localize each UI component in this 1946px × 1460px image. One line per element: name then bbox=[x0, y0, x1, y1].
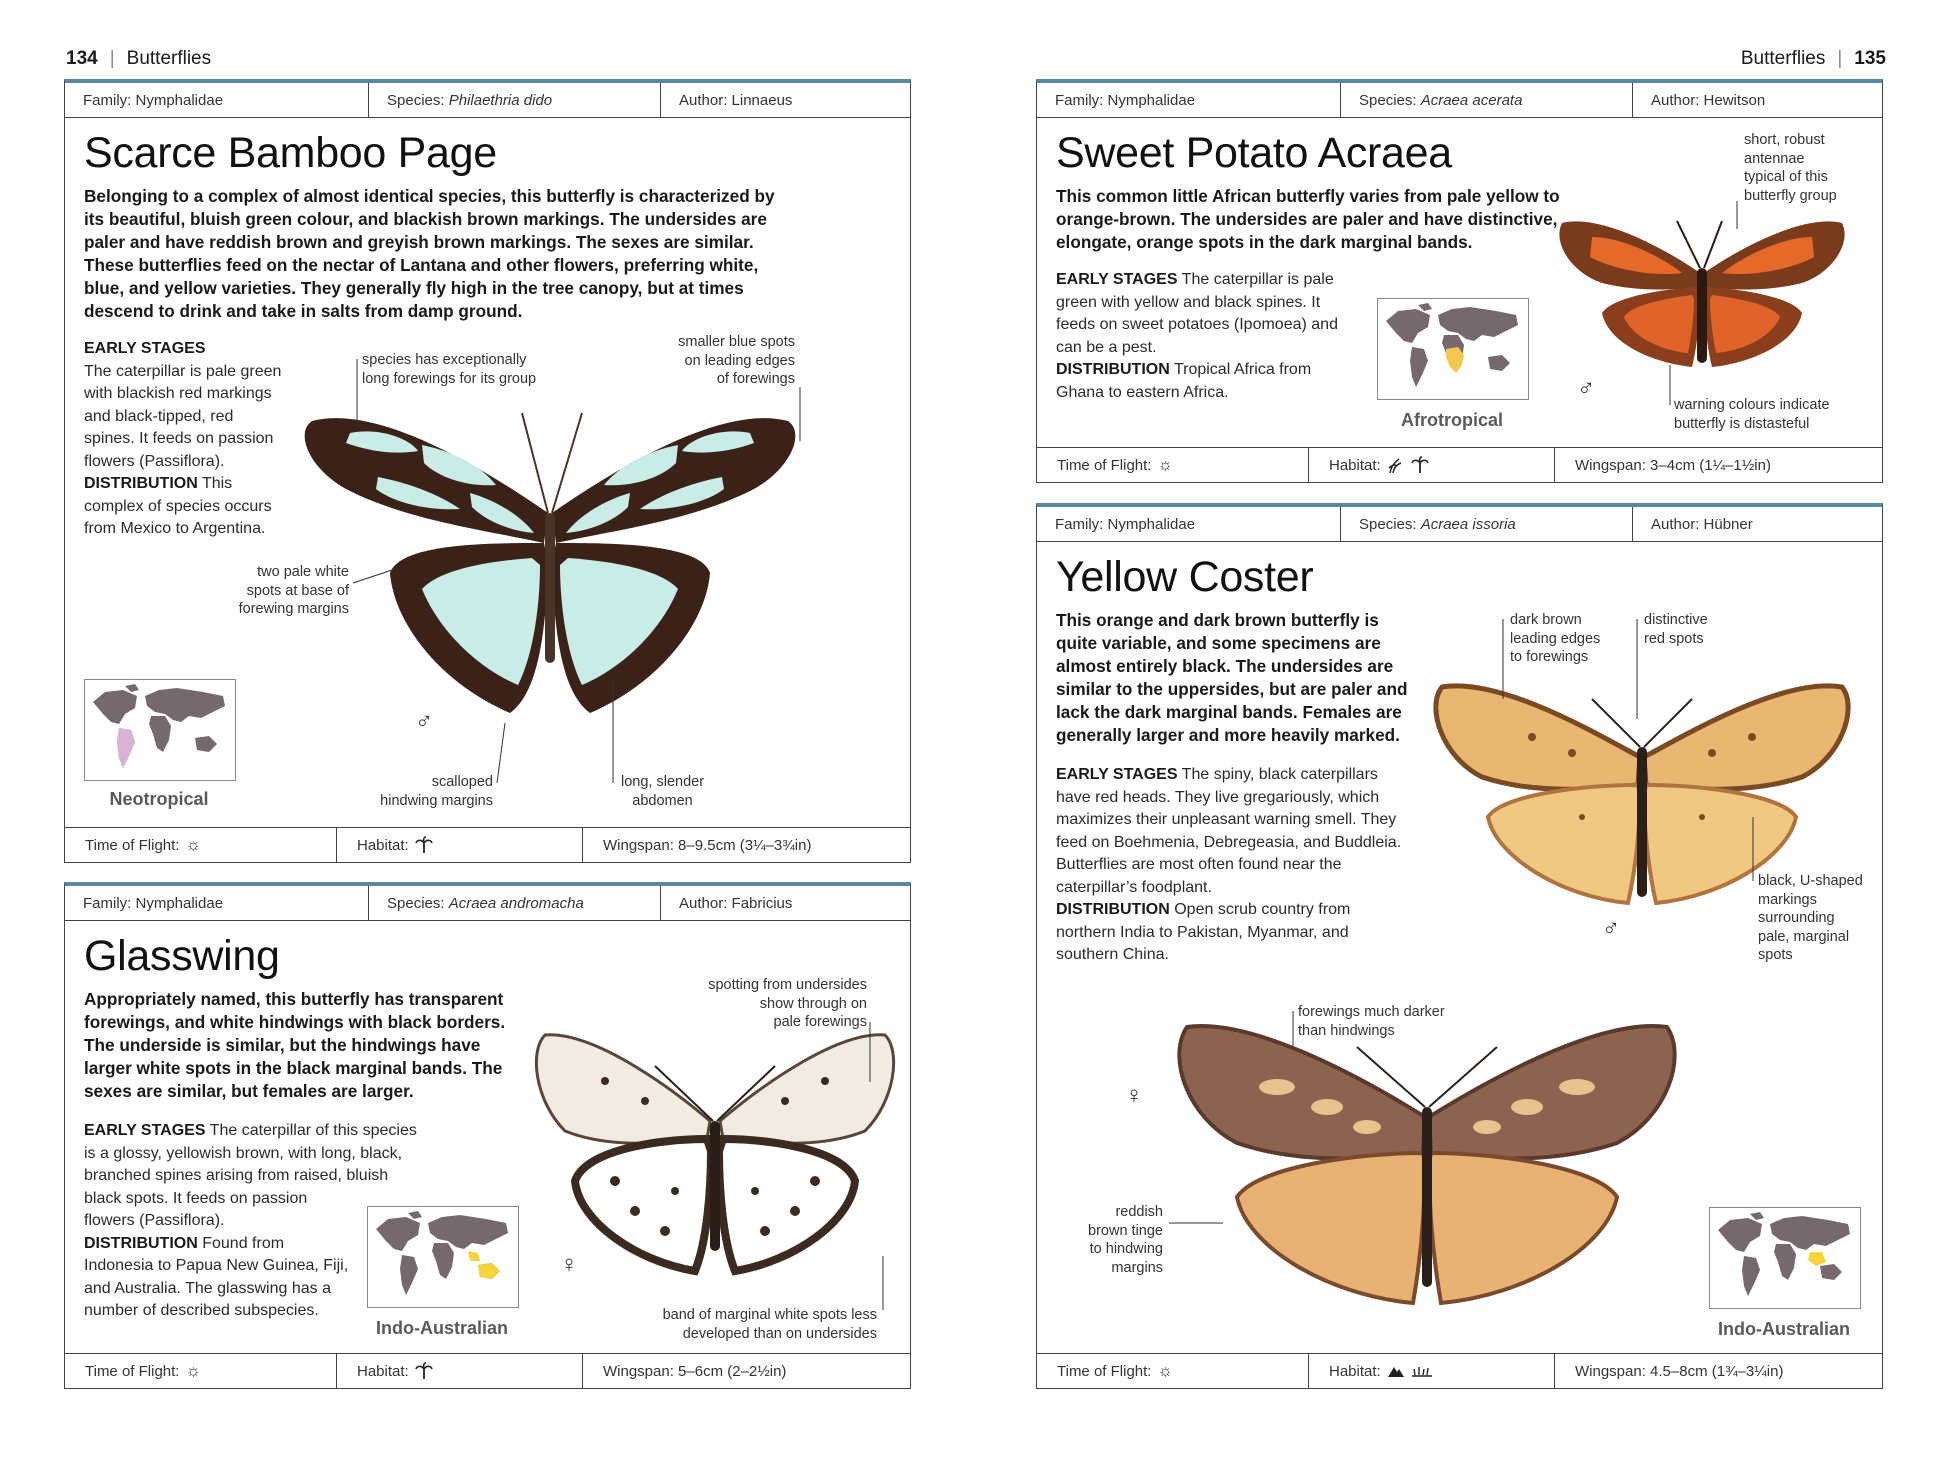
caption-line: band of marginal white spots less bbox=[662, 1307, 877, 1323]
author-cell bbox=[1633, 83, 1882, 117]
butterfly-image-glasswing bbox=[525, 1021, 905, 1281]
caption-line: long, slender bbox=[621, 774, 705, 790]
distribution-map-afrotropical bbox=[1377, 298, 1529, 400]
text-line: branched spines arising from raised, bluish bbox=[84, 1167, 389, 1184]
caption-line: surrounding bbox=[1758, 910, 1835, 926]
caption-abdomen bbox=[621, 773, 704, 810]
sun-icon: ☼ bbox=[1157, 1361, 1174, 1380]
caption-line: short, robust bbox=[1744, 132, 1825, 148]
text-line: is a glossy, yellowish brown, with long, black, bbox=[84, 1144, 403, 1162]
description-line: This common little African butterfly varies from pale yellow to bbox=[1056, 186, 1560, 206]
early-stages-heading: EARLY STAGES bbox=[84, 340, 206, 357]
author-label: Author: Linnaeus bbox=[679, 91, 793, 109]
region-label: Neotropical bbox=[109, 789, 209, 809]
species-description bbox=[1056, 609, 1436, 747]
species-card-glasswing bbox=[64, 882, 911, 1389]
card-meta-row bbox=[1037, 83, 1882, 118]
species-description bbox=[84, 988, 524, 1103]
caption-long-forewings bbox=[362, 351, 536, 388]
caption-line: butterfly group bbox=[1744, 187, 1837, 204]
author-label: Author: Hübner bbox=[1651, 515, 1753, 533]
text-line: flowers (Passiflora). bbox=[84, 1212, 225, 1229]
author-cell bbox=[661, 83, 910, 117]
description-line: larger white spots in the black marginal bands. The bbox=[84, 1058, 503, 1078]
text-line: The caterpillar of this species bbox=[209, 1122, 417, 1139]
caption-line: smaller blue spots bbox=[678, 334, 795, 350]
text-line: The spiny, black caterpillars bbox=[1181, 766, 1378, 783]
sun-icon: ☼ bbox=[1157, 455, 1174, 474]
description-line: sexes are similar, but females are larger. bbox=[84, 1081, 414, 1101]
species-label: Species: bbox=[1359, 91, 1417, 109]
description-line: its beautiful, bluish green colour, and blackish brown markings. The undersides are bbox=[84, 209, 767, 229]
caption-line: dark brown bbox=[1510, 612, 1582, 628]
caption-line: warning colours indicate bbox=[1674, 397, 1830, 413]
text-line: Ghana to eastern Africa. bbox=[1056, 383, 1229, 401]
page-number: 134 bbox=[66, 48, 98, 69]
species-label: Species: bbox=[387, 91, 445, 109]
caption-scalloped bbox=[325, 773, 493, 810]
text-line: with blackish red markings bbox=[84, 385, 272, 402]
caption-line: distinctive bbox=[1644, 612, 1708, 628]
wingspan-label: Wingspan: 3–4cm (1¼–1½in) bbox=[1575, 456, 1771, 474]
female-symbol: ♀ bbox=[560, 1251, 578, 1278]
card-meta-row bbox=[65, 886, 910, 921]
caption-line: forewings much darker bbox=[1298, 1004, 1445, 1020]
caption-line: species has exceptionally bbox=[362, 352, 527, 368]
species-card-yellow-coster bbox=[1036, 503, 1883, 1389]
species-title: Glasswing bbox=[84, 932, 280, 980]
author-label: Author: Fabricius bbox=[679, 894, 793, 912]
habitat-cell bbox=[337, 828, 583, 862]
time-of-flight-label: Time of Flight: bbox=[1057, 456, 1152, 474]
description-line: These butterflies feed on the nectar of Lantana and other flowers, preferring white, bbox=[84, 255, 759, 275]
caption-line: to hindwing bbox=[1089, 1241, 1163, 1257]
male-symbol: ♂ bbox=[1577, 375, 1595, 402]
species-cell bbox=[369, 83, 661, 117]
caption-line: abdomen bbox=[632, 792, 693, 809]
text-line: Indonesia to Papua New Guinea, Fiji, bbox=[84, 1257, 349, 1274]
species-card-sweet-potato-acraea bbox=[1036, 79, 1883, 483]
caption-red-spots bbox=[1644, 611, 1708, 648]
caption-u-shaped bbox=[1758, 872, 1863, 965]
habitat-cell bbox=[1309, 448, 1555, 482]
caption-line: developed than on undersides bbox=[682, 1325, 877, 1342]
mountain-icon bbox=[1387, 1364, 1405, 1378]
species-name: Acraea andromacha bbox=[448, 894, 584, 912]
family-cell bbox=[65, 886, 369, 920]
author-cell bbox=[661, 886, 910, 920]
left-page-header: 134 | Butterflies bbox=[66, 48, 212, 69]
early-stages-text bbox=[1056, 269, 1356, 404]
species-label: Species: bbox=[387, 894, 445, 912]
caption-pale-spots bbox=[155, 563, 349, 619]
habitat-label: Habitat: bbox=[357, 836, 409, 854]
species-title: Yellow Coster bbox=[1056, 553, 1314, 601]
description-line: descend to drink and take in salts from damp ground. bbox=[84, 301, 523, 321]
text-line: flowers (Passiflora). bbox=[84, 452, 225, 470]
species-name: Acraea acerata bbox=[1420, 91, 1523, 109]
text-line: Tropical Africa from bbox=[1173, 361, 1312, 378]
family-cell bbox=[65, 83, 369, 117]
caption-line: long forewings for its group bbox=[362, 370, 537, 387]
text-line: from Mexico to Argentina. bbox=[84, 520, 266, 537]
time-of-flight-cell bbox=[65, 828, 337, 862]
text-line: feed on Boehmenia, Debregeasia, and Buddleia. bbox=[1056, 833, 1402, 851]
caption-line: antennae bbox=[1744, 150, 1805, 167]
male-symbol: ♂ bbox=[1602, 915, 1620, 942]
text-line: have red heads. They live gregariously, which bbox=[1056, 788, 1380, 806]
distribution-heading: DISTRIBUTION bbox=[84, 475, 198, 492]
habitat-cell bbox=[1309, 1354, 1555, 1388]
butterfly-image-scarce-bamboo-page bbox=[290, 393, 810, 723]
caption-reddish-tinge bbox=[1057, 1203, 1163, 1277]
caption-line: to forewings bbox=[1510, 649, 1589, 665]
time-of-flight-cell bbox=[65, 1354, 337, 1388]
grass-icon bbox=[1387, 456, 1405, 474]
wingspan-cell bbox=[1555, 448, 1882, 482]
caption-line: scalloped bbox=[431, 774, 493, 790]
right-page-header: Butterflies | 135 bbox=[1740, 48, 1886, 69]
text-line: number of described subspecies. bbox=[84, 1302, 319, 1319]
description-line: orange-brown. The undersides are paler and have distinctive, bbox=[1056, 209, 1558, 229]
card-meta-row bbox=[65, 83, 910, 118]
family-label: Family: Nymphalidae bbox=[1055, 91, 1196, 109]
early-stages-text bbox=[84, 338, 314, 541]
description-line: lack the dark marginal bands. Females are bbox=[1056, 702, 1402, 722]
description-line: blue, and yellow varieties. They generally fly high in the tree canopy, but at times bbox=[84, 278, 744, 298]
species-cell bbox=[1341, 83, 1633, 117]
family-label: Family: Nymphalidae bbox=[83, 91, 224, 109]
male-symbol: ♂ bbox=[415, 708, 433, 735]
wingspan-cell bbox=[1555, 1354, 1882, 1388]
wingspan-cell bbox=[583, 828, 910, 862]
caption-dark-brown-edges bbox=[1510, 611, 1600, 667]
early-stages-text bbox=[1056, 764, 1436, 967]
early-stages-heading: EARLY STAGES bbox=[84, 1122, 206, 1139]
wingspan-label: Wingspan: 8–9.5cm (3¼–3¾in) bbox=[603, 836, 812, 854]
caption-line: pale forewings bbox=[773, 1014, 867, 1030]
card-footer-row bbox=[1037, 447, 1882, 482]
species-description bbox=[1056, 185, 1566, 254]
caption-band bbox=[565, 1306, 877, 1343]
habitat-cell bbox=[337, 1354, 583, 1388]
description-line: The underside is similar, but the hindwings have bbox=[84, 1035, 481, 1055]
text-line: northern India to Pakistan, Myanmar, and bbox=[1056, 923, 1349, 941]
habitat-label: Habitat: bbox=[1329, 456, 1381, 474]
description-line: quite variable, and some specimens are bbox=[1056, 633, 1381, 653]
distribution-map-neotropical bbox=[84, 679, 236, 781]
caption-spotting bbox=[645, 976, 867, 1032]
family-cell bbox=[1037, 507, 1341, 541]
region-label: Afrotropical bbox=[1400, 410, 1503, 430]
species-description bbox=[84, 185, 804, 323]
wingspan-label: Wingspan: 5–6cm (2–2½in) bbox=[603, 1362, 787, 1380]
palm-tree-icon bbox=[415, 836, 433, 854]
distribution-heading: DISTRIBUTION bbox=[84, 1234, 198, 1252]
text-line: The caterpillar is pale bbox=[1181, 271, 1334, 288]
habitat-label: Habitat: bbox=[357, 1362, 409, 1380]
description-line: similar to the uppersides, but are paler and bbox=[1056, 679, 1408, 699]
caption-antennae bbox=[1744, 131, 1837, 205]
caption-line: brown tinge bbox=[1088, 1222, 1163, 1239]
species-cell bbox=[369, 886, 661, 920]
text-line: spines. It feeds on passion bbox=[84, 430, 274, 447]
caption-line: spots at base of bbox=[246, 582, 349, 599]
description-line: generally larger and more heavily marked. bbox=[1056, 725, 1400, 745]
caption-line: margins bbox=[1111, 1259, 1163, 1276]
caption-line: than hindwings bbox=[1298, 1022, 1395, 1039]
early-stages-heading: EARLY STAGES bbox=[1056, 766, 1178, 783]
card-meta-row bbox=[1037, 507, 1882, 542]
grass-icon bbox=[1411, 1364, 1433, 1378]
text-line: This bbox=[201, 475, 233, 492]
caption-line: hindwing margins bbox=[380, 792, 493, 809]
section-title: Butterflies bbox=[1740, 48, 1826, 69]
page-number: 135 bbox=[1854, 48, 1886, 69]
time-of-flight-label: Time of Flight: bbox=[85, 836, 180, 854]
card-footer-row bbox=[65, 827, 910, 862]
card-footer-row bbox=[65, 1353, 910, 1388]
caption-line: two pale white bbox=[257, 564, 349, 580]
butterfly-image-yellow-coster-female bbox=[1157, 1017, 1697, 1307]
description-line: almost entirely black. The undersides are bbox=[1056, 656, 1394, 676]
text-line: and black-tipped, red bbox=[84, 407, 234, 425]
habitat-label: Habitat: bbox=[1329, 1362, 1381, 1380]
sun-icon: ☼ bbox=[185, 835, 202, 854]
caption-line: pale, marginal bbox=[1758, 928, 1850, 945]
text-line: caterpillar’s foodplant. bbox=[1056, 878, 1212, 896]
text-line: maximizes their unpleasant warning smell. They bbox=[1056, 811, 1397, 828]
text-line: complex of species occurs bbox=[84, 497, 272, 515]
palm-tree-icon bbox=[1411, 456, 1429, 474]
palm-tree-icon bbox=[415, 1362, 433, 1380]
region-label: Indo-Australian bbox=[1717, 1319, 1850, 1339]
description-line: paler and have reddish brown and greyish brown markings. The sexes are similar. bbox=[84, 232, 754, 252]
wingspan-cell bbox=[583, 1354, 910, 1388]
distribution-heading: DISTRIBUTION bbox=[1056, 901, 1170, 918]
species-title: Scarce Bamboo Page bbox=[84, 129, 497, 177]
caption-line: show through on bbox=[759, 995, 867, 1012]
text-line: southern China. bbox=[1056, 946, 1169, 963]
family-cell bbox=[1037, 83, 1341, 117]
sun-icon: ☼ bbox=[185, 1361, 202, 1380]
author-label: Author: Hewitson bbox=[1651, 91, 1766, 109]
distribution-map-indo-australian bbox=[1709, 1207, 1861, 1309]
section-title: Butterflies bbox=[126, 48, 212, 69]
caption-line: typical of this bbox=[1744, 169, 1828, 185]
text-line: black spots. It feeds on passion bbox=[84, 1189, 308, 1207]
text-line: Open scrub country from bbox=[1174, 901, 1351, 918]
text-line: can be a pest. bbox=[1056, 338, 1157, 356]
time-of-flight-cell bbox=[1037, 1354, 1309, 1388]
card-footer-row bbox=[1037, 1353, 1882, 1388]
wingspan-label: Wingspan: 4.5–8cm (1¾–3¼in) bbox=[1575, 1362, 1784, 1380]
family-label: Family: Nymphalidae bbox=[83, 894, 224, 912]
caption-line: spots bbox=[1758, 947, 1793, 963]
description-line: This orange and dark brown butterfly is bbox=[1056, 610, 1379, 630]
caption-warning bbox=[1674, 396, 1830, 433]
time-of-flight-label: Time of Flight: bbox=[1057, 1362, 1152, 1380]
text-line: green with yellow and black spines. It bbox=[1056, 293, 1321, 311]
distribution-heading: DISTRIBUTION bbox=[1056, 361, 1170, 378]
description-line: Belonging to a complex of almost identical species, this butterfly is characterized by bbox=[84, 186, 775, 206]
female-symbol: ♀ bbox=[1125, 1082, 1143, 1109]
description-line: Appropriately named, this butterfly has transparent bbox=[84, 989, 504, 1009]
species-label: Species: bbox=[1359, 515, 1417, 533]
caption-line: butterfly is distasteful bbox=[1674, 415, 1810, 432]
species-title: Sweet Potato Acraea bbox=[1056, 129, 1452, 177]
caption-line: red spots bbox=[1644, 630, 1704, 647]
time-of-flight-label: Time of Flight: bbox=[85, 1362, 180, 1380]
species-name: Philaethria dido bbox=[448, 91, 553, 109]
author-cell bbox=[1633, 507, 1882, 541]
text-line: Found from bbox=[202, 1234, 285, 1252]
distribution-map-indo-australian bbox=[367, 1206, 519, 1308]
caption-line: on leading edges bbox=[684, 352, 795, 369]
caption-blue-spots bbox=[655, 333, 795, 389]
species-name: Acraea issoria bbox=[1420, 515, 1516, 533]
caption-line: markings bbox=[1758, 891, 1817, 908]
butterfly-image-sweet-potato-acraea bbox=[1552, 213, 1852, 373]
text-line: Butterflies are most often found near the bbox=[1056, 856, 1342, 873]
species-cell bbox=[1341, 507, 1633, 541]
description-line: elongate, orange spots in the dark marginal bands. bbox=[1056, 232, 1473, 252]
caption-line: black, U-shaped bbox=[1758, 873, 1863, 889]
caption-line: of forewings bbox=[716, 371, 795, 387]
time-of-flight-cell bbox=[1037, 448, 1309, 482]
description-line: forewings, and white hindwings with black borders. bbox=[84, 1012, 506, 1032]
region-label: Indo-Australian bbox=[375, 1318, 508, 1338]
text-line: and Australia. The glasswing has a bbox=[84, 1279, 331, 1297]
text-line: feeds on sweet potatoes (Ipomoea) and bbox=[1056, 316, 1338, 333]
caption-line: forewing margins bbox=[238, 601, 349, 617]
early-stages-heading: EARLY STAGES bbox=[1056, 271, 1178, 288]
text-line: The caterpillar is pale green bbox=[84, 362, 282, 380]
caption-line: spotting from undersides bbox=[708, 977, 867, 993]
caption-line: leading edges bbox=[1510, 630, 1601, 647]
species-card-scarce-bamboo-page bbox=[64, 79, 911, 863]
caption-line: reddish bbox=[1115, 1204, 1163, 1220]
family-label: Family: Nymphalidae bbox=[1055, 515, 1196, 533]
